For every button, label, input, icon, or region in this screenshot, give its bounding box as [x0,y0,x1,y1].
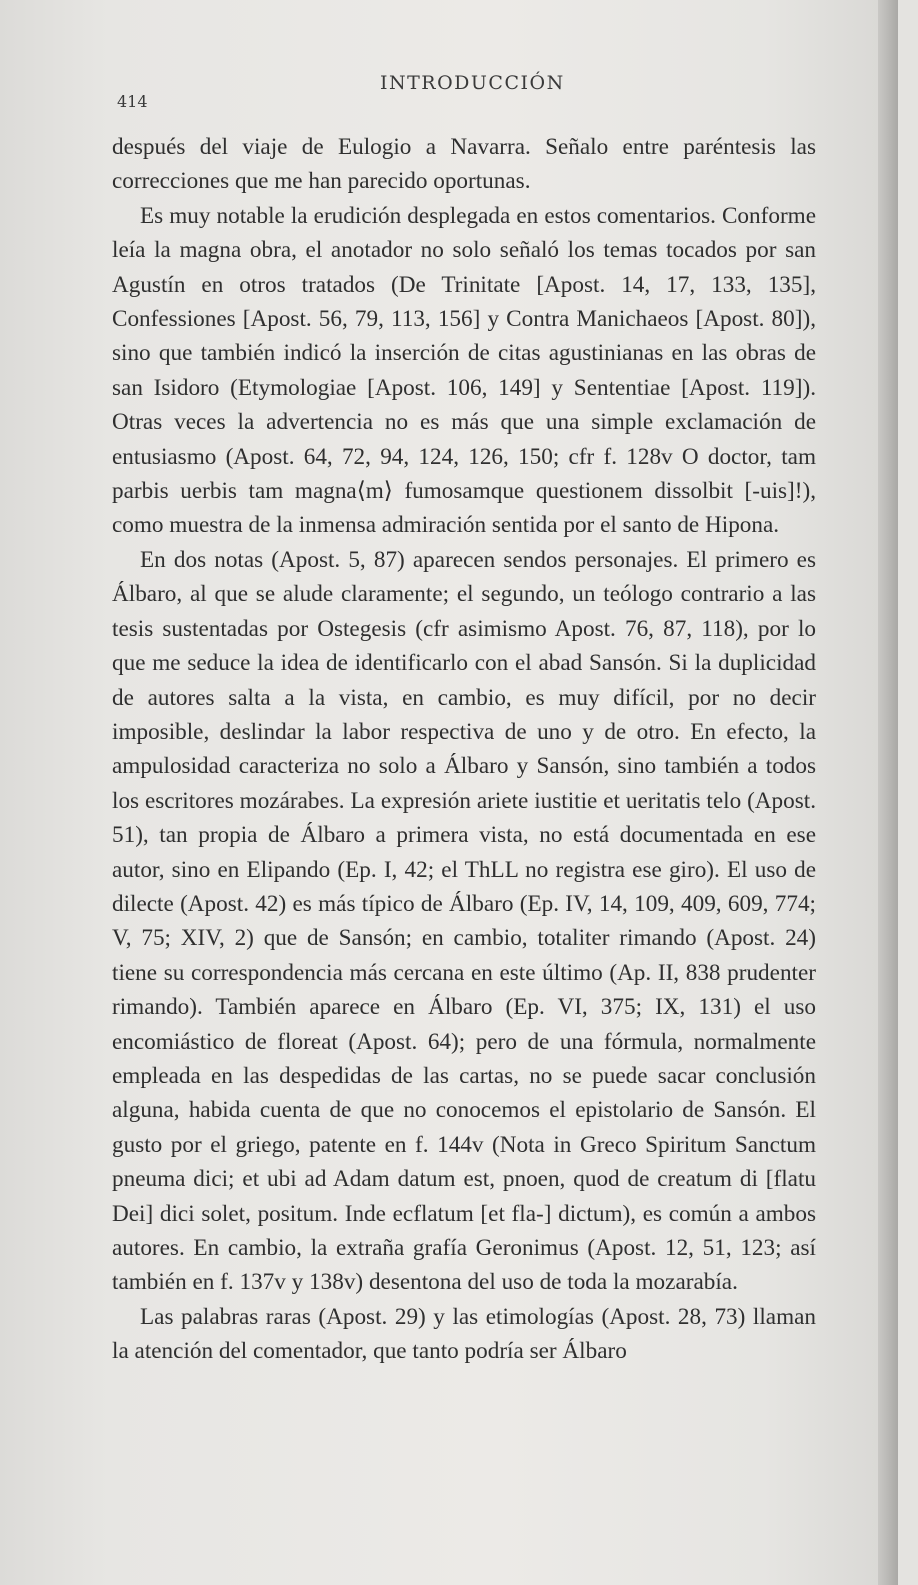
body-text [112,130,816,1369]
paragraph-continuation: después del viaje de Eulogio a Navarra. Señalo entre paréntesis las correcciones que me han parecido oportunas. [112,134,816,195]
paragraph-erudition: Es muy notable la erudición desplegada en estos comentarios. Conforme leía la magna obra, el anotador no solo señaló los temas tocados por san Agustín en otros tratados (De Trinitate [Apost. 14, 17, 133, 135], Confessiones [Apost. 56, 79, 113, 156] y Contra Manichaeos [Apost. 80]), sino que también indicó la inserción de citas agustinianas en las obras de san Isidoro (Etymologiae [Apost. 106, 149] y Sententiae [Apost. 119]). Otras veces la advertencia no es más que una simple exclamación de entusiasmo (Apost. 64, 72, 94, 124, 126, 150; cfr f. 128v O doctor, tam parbis uerbis tam magna⟨m⟩ fumosamque questionem dissolbit [-uis]!), como muestra de la inmensa admiración sentida por el santo de Hipona. [112,202,816,539]
paragraph-rare-words: Las palabras raras (Apost. 29) y las etimologías (Apost. 28, 73) llaman la atención del comentador, que tanto podría ser Álbaro [112,1303,816,1365]
running-title: INTRODUCCIÓN [380,72,565,94]
page-edge-shadow [878,0,898,1585]
page-number: 414 [117,92,148,111]
paragraph-two-notes: En dos notas (Apost. 5, 87) aparecen sendos personajes. El primero es Álbaro, al que se alude claramente; el segundo, un teólogo contrario a las tesis sustentadas por Ostegesis (cfr asimismo Apost. 76, 87, 118), por lo que me seduce la idea de identificarlo con el abad Sansón. Si la duplicidad de autores salta a la vista, en cambio, es muy difícil, por no decir imposible, deslindar la labor respectiva de uno y de otro. En efecto, la ampulosidad caracteriza no solo a Álbaro y Sansón, sino también a todos los escritores mozárabes. La expresión ariete iustitie et ueritatis telo (Apost. 51), tan propia de Álbaro a primera vista, no está documentada en ese autor, sino en Elipando (Ep. I, 42; el ThLL no registra ese giro). El uso de dilecte (Apost. 42) es más típico de Álbaro (Ep. IV, 14, 109, 409, 609, 774; V, 75; XIV, 2) que de Sansón; en cambio, totaliter rimando (Apost. 24) tiene su correspondencia más cercana en este último (Ap. II, 838 prudenter rimando). También aparece en Álbaro (Ep. VI, 375; IX, 131) el uso encomiástico de floreat (Apost. 64); pero de una fórmula, normalmente empleada en las despedidas de las cartas, no se puede sacar conclusión alguna, habida cuenta de que no conocemos el epistolario de Sansón. El gusto por el griego, patente en f. 144v (Nota in Greco Spiritum Sanctum pneuma dici; et ubi ad Adam datum est, pnoen, quod de creatum di [flatu Dei] dici solet, positum. Inde ecflatum [et fla-] dictum), es común a ambos autores. En cambio, la extraña grafía Geronimus (Apost. 12, 51, 123; así también en f. 137v y 138v) desentona del uso de toda la mozarabía. [112,546,816,1296]
